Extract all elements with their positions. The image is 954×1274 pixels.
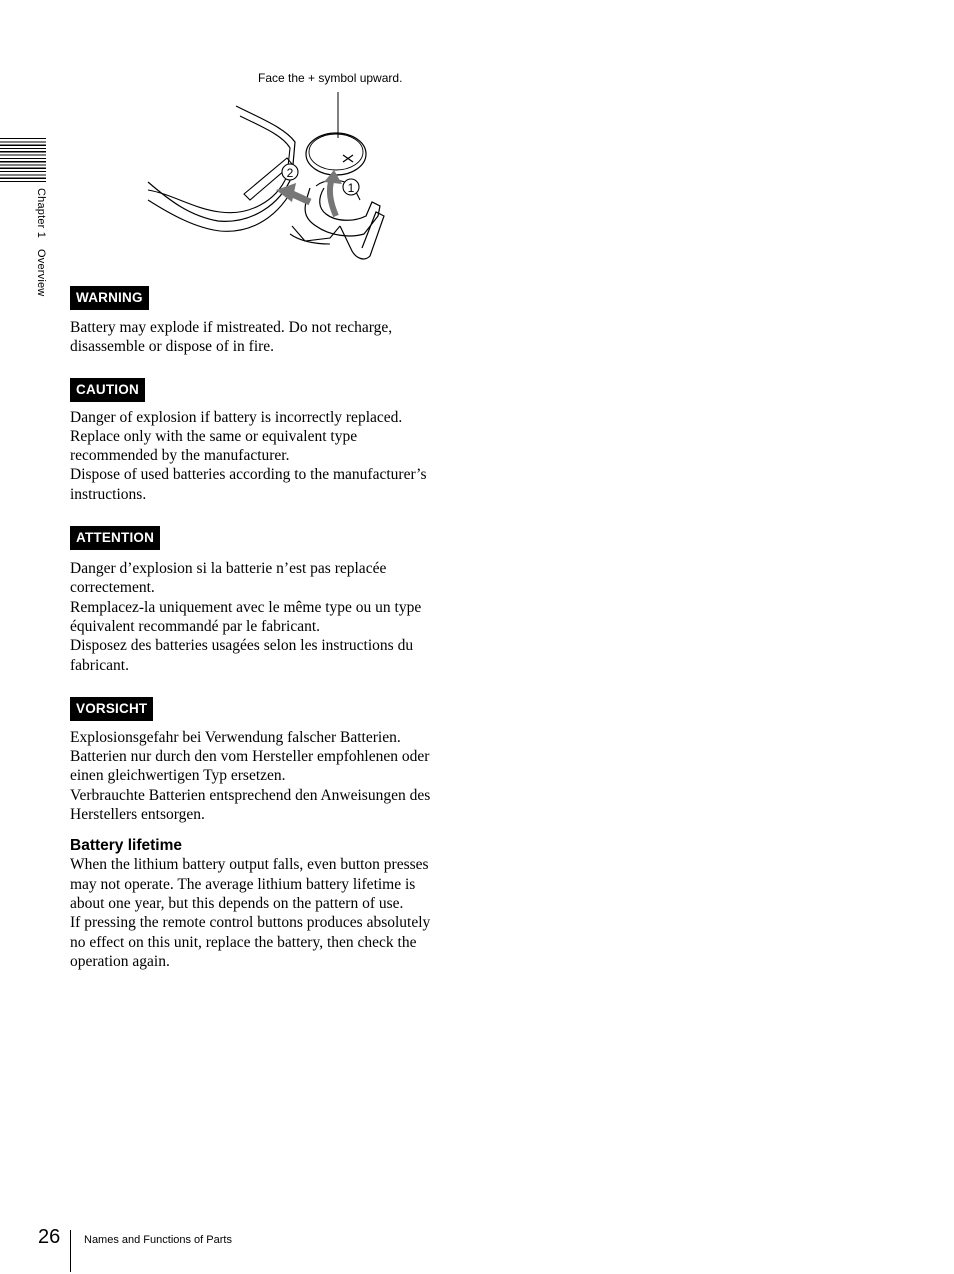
caution-badge: CAUTION (70, 378, 145, 402)
caution-line: Danger of explosion if battery is incorrectly replaced. (70, 408, 403, 426)
battery-lifetime-line: When the lithium battery output falls, even button presses (70, 856, 429, 874)
attention-line: Remplacez-la uniquement avec le même type ou un type (70, 598, 422, 616)
battery-lifetime-line: may not operate. The average lithium battery lifetime is (70, 875, 416, 893)
chapter-title: Overview (35, 249, 47, 297)
vorsicht-badge: VORSICHT (70, 697, 153, 721)
vorsicht-line: Batterien nur durch den vom Hersteller empfohlenen oder (70, 748, 430, 766)
caution-line: instructions. (70, 485, 147, 503)
chapter-tab-stripes (0, 138, 46, 182)
warning-line: Battery may explode if mistreated. Do not recharge, (70, 319, 393, 336)
step-1-label: 1 (347, 181, 355, 195)
warning-badge: WARNING (70, 286, 149, 310)
warning-section (70, 286, 465, 357)
attention-line: Danger d’explosion si la batterie n’est pas replacée (70, 560, 387, 578)
attention-line: correctement. (70, 579, 155, 597)
battery-lifetime-section (70, 836, 465, 971)
chapter-number: Chapter 1 (35, 188, 47, 239)
footer-divider (70, 1230, 71, 1272)
footer-section-title: Names and Functions of Parts (84, 1234, 232, 1246)
caution-line: recommended by the manufacturer. (70, 447, 290, 465)
battery-lifetime-heading: Battery lifetime (70, 837, 182, 855)
battery-lifetime-line: If pressing the remote control buttons produces absolutely (70, 914, 431, 932)
warning-line: disassemble or dispose of in fire. (70, 338, 275, 356)
battery-lifetime-line: no effect on this unit, replace the battery, then check the (70, 933, 417, 951)
attention-section (70, 526, 465, 675)
remote-battery-drawing (140, 66, 440, 276)
vorsicht-line: Verbrauchte Batterien entsprechend den Anweisungen des (70, 786, 431, 804)
step-2-label: 2 (286, 166, 294, 180)
battery-replacement-illustration (140, 66, 440, 276)
vorsicht-section (70, 697, 465, 824)
page-number: 26 (38, 1226, 61, 1248)
battery-lifetime-line: about one year, but this depends on the pattern of use. (70, 894, 404, 912)
attention-line: équivalent recommandé par le fabricant. (70, 617, 321, 635)
safety-content (70, 286, 465, 971)
vorsicht-line: einen gleichwertigen Typ ersetzen. (70, 767, 286, 785)
attention-line: Disposez des batteries usagées selon les instructions du (70, 637, 414, 655)
vorsicht-line: Explosionsgefahr bei Verwendung falscher Batterien. (70, 728, 401, 746)
battery-lifetime-line: operation again. (70, 952, 170, 970)
caution-line: Dispose of used batteries according to the manufacturer’s (70, 466, 427, 484)
attention-line: fabricant. (70, 656, 129, 674)
vorsicht-line: Herstellers entsorgen. (70, 806, 205, 824)
attention-badge: ATTENTION (70, 526, 160, 550)
caution-line: Replace only with the same or equivalent type (70, 427, 358, 445)
chapter-side-label (35, 188, 47, 297)
figure-caption: Face the + symbol upward. (258, 71, 403, 85)
caution-section (70, 378, 465, 504)
